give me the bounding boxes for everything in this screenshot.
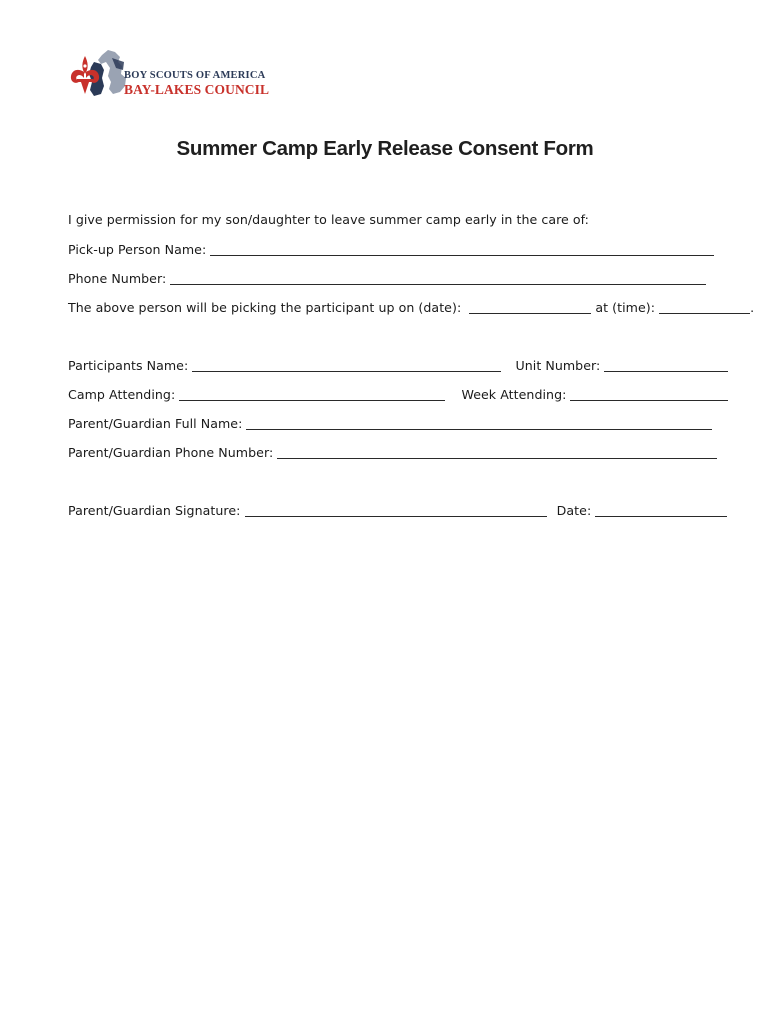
bsa-fleur-de-lis-icon [68, 48, 128, 98]
logo-council-name: BAY-LAKES COUNCIL [124, 82, 270, 97]
form-title: Summer Camp Early Release Consent Form [176, 137, 594, 160]
pickup-date-label: The above person will be picking the participant up on (date): [68, 300, 462, 315]
phone-field[interactable] [170, 272, 706, 285]
pickup-datetime-row [68, 299, 754, 316]
pickup-name-label: Pick-up Person Name: [68, 242, 207, 257]
week-attending-field[interactable] [570, 388, 728, 401]
guardian-phone-row [68, 444, 717, 461]
pickup-date-field[interactable] [469, 301, 591, 314]
guardian-name-field[interactable] [246, 417, 712, 430]
time-label: at (time): [595, 300, 656, 315]
camp-attending-field[interactable] [179, 388, 445, 401]
time-suffix: . [750, 300, 755, 315]
signature-row [68, 502, 727, 519]
signature-label: Parent/Guardian Signature: [68, 503, 241, 518]
week-attending-label: Week Attending: [461, 387, 567, 402]
guardian-phone-field[interactable] [277, 446, 717, 459]
bay-lakes-council-logo [68, 48, 270, 98]
guardian-name-row [68, 415, 712, 432]
camp-week-row [68, 386, 728, 403]
guardian-name-label: Parent/Guardian Full Name: [68, 416, 243, 431]
phone-label: Phone Number: [68, 271, 167, 286]
pickup-name-row [68, 241, 714, 258]
pickup-name-field[interactable] [210, 243, 714, 256]
camp-attending-label: Camp Attending: [68, 387, 176, 402]
logo-wordmark [124, 70, 269, 97]
unit-number-field[interactable] [604, 359, 728, 372]
signature-field[interactable] [245, 504, 547, 517]
intro-text [68, 212, 589, 228]
logo-org-name: BOY SCOUTS OF AMERICA [124, 70, 266, 81]
unit-number-label: Unit Number: [515, 358, 601, 373]
participant-name-label: Participants Name: [68, 358, 189, 373]
participant-row [68, 357, 728, 374]
date-label: Date: [556, 503, 592, 518]
intro-label: I give permission for my son/daughter to leave summer camp early in the care of: [68, 212, 589, 227]
signature-date-field[interactable] [595, 504, 727, 517]
pickup-time-field[interactable] [659, 301, 750, 314]
guardian-phone-label: Parent/Guardian Phone Number: [68, 445, 274, 460]
participant-name-field[interactable] [192, 359, 501, 372]
phone-row [68, 270, 706, 287]
